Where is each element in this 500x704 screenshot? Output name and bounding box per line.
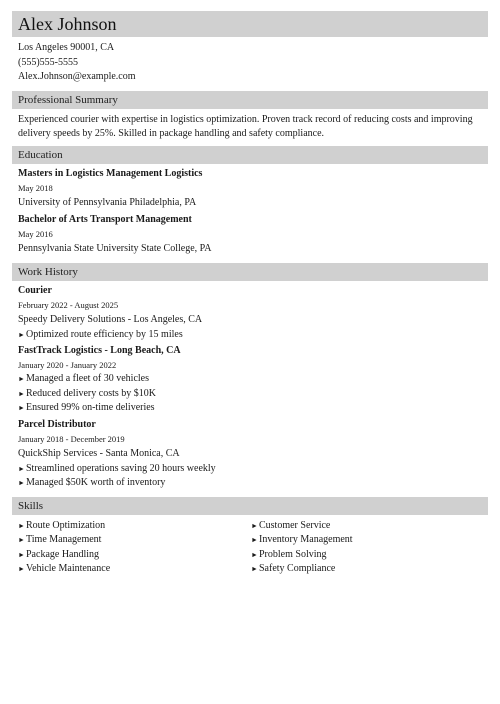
skills-left-column — [18, 519, 251, 577]
skill-item: ► Vehicle Maintenance — [18, 562, 251, 577]
bullet-icon: ► — [18, 464, 25, 473]
education-section — [12, 167, 488, 257]
skills-right-column — [251, 519, 484, 577]
bullet-icon: ► — [251, 536, 258, 544]
bullet-icon: ► — [18, 375, 25, 383]
work-section-header — [12, 263, 488, 281]
summary-text: Experienced courier with expertise in logistics optimization. Proven track record of reducing costs and improving delivery speeds by 25%. Skilled in package handling and safety compliance. — [18, 113, 473, 139]
skill-item: ► Safety Compliance — [251, 562, 484, 577]
education-item — [18, 213, 484, 257]
bullet-item: ► Streamlined operations saving 20 hours weekly — [18, 462, 484, 477]
bullet-icon: ► — [251, 565, 258, 573]
job-date: January 2018 - December 2019 — [18, 433, 125, 444]
work-heading: Work History — [18, 265, 78, 278]
degree-date: May 2018 — [18, 182, 53, 193]
contact-info — [12, 41, 488, 85]
job-title: Parcel Distributor — [18, 418, 96, 430]
bullet-icon: ► — [18, 565, 25, 573]
school-name: Pennsylvania State University State College, PA — [18, 242, 212, 254]
job-company: Speedy Delivery Solutions - Los Angeles, CA — [18, 313, 203, 325]
summary-section-header — [12, 91, 488, 109]
name-header — [12, 11, 488, 37]
bullet-icon: ► — [251, 521, 258, 530]
bullet-icon: ► — [18, 521, 25, 530]
candidate-name: Alex Johnson — [18, 13, 117, 34]
school-name: University of Pennsylvania Philadelphia, PA — [18, 196, 197, 208]
bullet-icon: ► — [18, 479, 25, 487]
bullet-icon: ► — [18, 389, 25, 398]
job-bullets — [18, 328, 484, 343]
job-company: QuickShip Services - Santa Monica, CA — [18, 447, 180, 459]
degree-title: Masters in Logistics Management Logistics — [18, 167, 203, 179]
education-item — [18, 167, 484, 211]
skill-item: ► Customer Service — [251, 519, 484, 534]
degree-title: Bachelor of Arts Transport Management — [18, 213, 192, 225]
bullet-item: ► Managed a fleet of 30 vehicles — [18, 372, 484, 387]
job-bullets — [18, 372, 484, 416]
skill-item: ► Time Management — [18, 533, 251, 548]
work-section — [12, 284, 488, 491]
bullet-icon: ► — [251, 550, 258, 559]
education-section-header — [12, 146, 488, 164]
bullet-item: ► Ensured 99% on-time deliveries — [18, 401, 484, 416]
summary-section — [12, 113, 488, 141]
bullet-icon: ► — [18, 404, 25, 412]
address: Los Angeles 90001, CA — [18, 42, 115, 53]
skills-section — [12, 519, 488, 577]
skill-item: ► Inventory Management — [251, 533, 484, 548]
skills-heading: Skills — [18, 499, 44, 512]
degree-date: May 2016 — [18, 228, 53, 239]
skill-item: ► Route Optimization — [18, 519, 251, 534]
bullet-icon: ► — [18, 550, 25, 559]
phone: (555)555-5555 — [18, 56, 78, 68]
bullet-item: ► Managed $50K worth of inventory — [18, 476, 484, 491]
job-date: February 2022 - August 2025 — [18, 299, 119, 310]
education-heading: Education — [18, 148, 63, 161]
skill-item: ► Package Handling — [18, 548, 251, 563]
skill-item: ► Problem Solving — [251, 548, 484, 563]
job-date: January 2020 - January 2022 — [18, 360, 117, 370]
summary-heading: Professional Summary — [18, 93, 118, 106]
job-entry — [18, 418, 484, 491]
skills-section-header — [12, 497, 488, 515]
job-title: Courier — [18, 284, 52, 296]
job-entry — [18, 344, 484, 416]
bullet-item: ► Optimized route efficiency by 15 miles — [18, 328, 484, 343]
job-title: FastTrack Logistics - Long Beach, CA — [18, 345, 181, 356]
bullet-icon: ► — [18, 330, 25, 339]
bullet-icon: ► — [18, 536, 25, 544]
bullet-item: ► Reduced delivery costs by $10K — [18, 387, 484, 402]
job-bullets — [18, 462, 484, 491]
email: Alex.Johnson@example.com — [18, 71, 136, 82]
job-entry — [18, 284, 484, 343]
